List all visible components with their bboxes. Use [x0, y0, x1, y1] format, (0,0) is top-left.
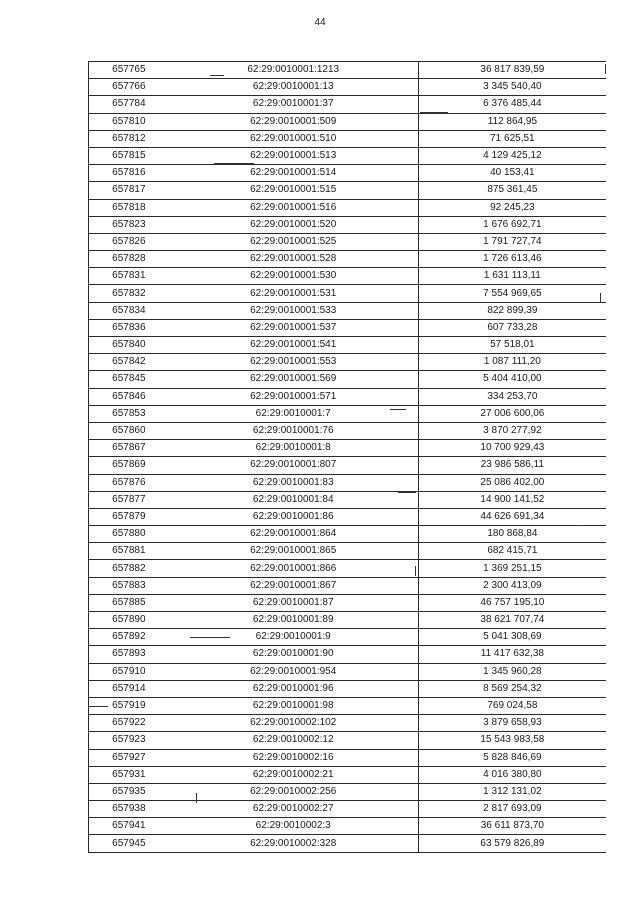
- record-id-cell: 657935: [89, 783, 169, 800]
- record-id-cell: 657938: [89, 801, 169, 818]
- table-row: [89, 646, 607, 663]
- scan-artifact: [420, 112, 448, 113]
- cadastral-number-cell: 62:29:0010001:509: [169, 113, 419, 130]
- record-id-cell: 657931: [89, 766, 169, 783]
- cadastral-value-cell: 2 817 693,09: [418, 801, 606, 818]
- table-row: [89, 371, 607, 388]
- record-id-cell: 657869: [89, 457, 169, 474]
- table-row: [89, 818, 607, 835]
- record-id-cell: 657890: [89, 612, 169, 629]
- scan-artifact: [210, 75, 224, 76]
- cadastral-value-cell: 5 828 846,69: [418, 749, 606, 766]
- table-row: [89, 508, 607, 525]
- table-row: [89, 474, 607, 491]
- table-row: [89, 199, 607, 216]
- table-row: [89, 354, 607, 371]
- scan-artifact: [605, 64, 606, 74]
- cadastral-value-cell: 15 543 983,58: [418, 732, 606, 749]
- cadastral-number-cell: 62:29:0010002:328: [169, 835, 419, 852]
- cadastral-value-cell: 63 579 826,89: [418, 835, 606, 852]
- cadastral-value-cell: 11 417 632,38: [418, 646, 606, 663]
- scan-artifact: [88, 706, 108, 707]
- cadastral-number-cell: 62:29:0010001:515: [169, 182, 419, 199]
- table-row: [89, 165, 607, 182]
- cadastral-value-cell: 1 676 692,71: [418, 216, 606, 233]
- table-row: [89, 801, 607, 818]
- cadastral-number-cell: 62:29:0010001:90: [169, 646, 419, 663]
- record-id-cell: 657885: [89, 594, 169, 611]
- cadastral-number-cell: 62:29:0010001:13: [169, 79, 419, 96]
- cadastral-number-cell: 62:29:0010001:83: [169, 474, 419, 491]
- cadastral-value-cell: 1 345 960,28: [418, 663, 606, 680]
- scan-artifact: [398, 492, 416, 493]
- cadastral-number-cell: 62:29:0010002:16: [169, 749, 419, 766]
- table-row: [89, 182, 607, 199]
- cadastral-value-cell: 1 369 251,15: [418, 560, 606, 577]
- record-id-cell: 657828: [89, 251, 169, 268]
- table-row: [89, 62, 607, 79]
- table-row: [89, 422, 607, 439]
- table-row: [89, 79, 607, 96]
- cadastral-number-cell: 62:29:0010001:96: [169, 680, 419, 697]
- record-id-cell: 657784: [89, 96, 169, 113]
- cadastral-number-cell: 62:29:0010001:513: [169, 147, 419, 164]
- cadastral-number-cell: 62:29:0010001:807: [169, 457, 419, 474]
- cadastral-number-cell: 62:29:0010001:537: [169, 319, 419, 336]
- table-row: [89, 732, 607, 749]
- table-row: [89, 130, 607, 147]
- cadastral-number-cell: 62:29:0010001:866: [169, 560, 419, 577]
- cadastral-number-cell: 62:29:0010001:520: [169, 216, 419, 233]
- record-id-cell: 657812: [89, 130, 169, 147]
- table-row: [89, 233, 607, 250]
- cadastral-value-cell: 3 879 658,93: [418, 715, 606, 732]
- cadastral-value-cell: 4 016 380,80: [418, 766, 606, 783]
- record-id-cell: 657831: [89, 268, 169, 285]
- table-row: [89, 388, 607, 405]
- cadastral-value-cell: 1 087 111,20: [418, 354, 606, 371]
- record-id-cell: 657765: [89, 62, 169, 79]
- table-row: [89, 405, 607, 422]
- record-id-cell: 657880: [89, 526, 169, 543]
- record-id-cell: 657922: [89, 715, 169, 732]
- record-id-cell: 657893: [89, 646, 169, 663]
- cadastral-number-cell: 62:29:0010001:528: [169, 251, 419, 268]
- record-id-cell: 657910: [89, 663, 169, 680]
- cadastral-number-cell: 62:29:0010001:510: [169, 130, 419, 147]
- record-id-cell: 657816: [89, 165, 169, 182]
- record-id-cell: 657892: [89, 629, 169, 646]
- record-id-cell: 657860: [89, 422, 169, 439]
- cadastral-value-cell: 40 153,41: [418, 165, 606, 182]
- cadastral-value-cell: 71 625,51: [418, 130, 606, 147]
- cadastral-number-cell: 62:29:0010001:533: [169, 302, 419, 319]
- record-id-cell: 657877: [89, 491, 169, 508]
- cadastral-number-cell: 62:29:0010001:867: [169, 577, 419, 594]
- table-row: [89, 715, 607, 732]
- record-id-cell: 657818: [89, 199, 169, 216]
- table-row: [89, 302, 607, 319]
- cadastral-value-cell: 822 899,39: [418, 302, 606, 319]
- record-id-cell: 657815: [89, 147, 169, 164]
- table-row: [89, 457, 607, 474]
- record-id-cell: 657881: [89, 543, 169, 560]
- cadastral-value-cell: 44 626 691,34: [418, 508, 606, 525]
- record-id-cell: 657883: [89, 577, 169, 594]
- cadastral-value-cell: 3 345 540,40: [418, 79, 606, 96]
- cadastral-number-cell: 62:29:0010001:954: [169, 663, 419, 680]
- record-id-cell: 657853: [89, 405, 169, 422]
- cadastral-number-cell: 62:29:0010001:530: [169, 268, 419, 285]
- record-id-cell: 657845: [89, 371, 169, 388]
- record-id-cell: 657879: [89, 508, 169, 525]
- table-row: [89, 337, 607, 354]
- record-id-cell: 657842: [89, 354, 169, 371]
- cadastral-number-cell: 62:29:0010001:865: [169, 543, 419, 560]
- table-row: [89, 526, 607, 543]
- cadastral-value-cell: 112 864,95: [418, 113, 606, 130]
- table-row: [89, 766, 607, 783]
- cadastral-number-cell: 62:29:0010001:571: [169, 388, 419, 405]
- cadastral-value-cell: 10 700 929,43: [418, 440, 606, 457]
- record-id-cell: 657876: [89, 474, 169, 491]
- cadastral-number-cell: 62:29:0010001:9: [169, 629, 419, 646]
- table-row: [89, 680, 607, 697]
- scan-artifact: [600, 293, 601, 303]
- record-id-cell: 657810: [89, 113, 169, 130]
- cadastral-value-cell: 4 129 425,12: [418, 147, 606, 164]
- table-row: [89, 594, 607, 611]
- cadastral-number-cell: 62:29:0010001:37: [169, 96, 419, 113]
- record-id-cell: 657867: [89, 440, 169, 457]
- record-id-cell: 657817: [89, 182, 169, 199]
- cadastral-value-table: [88, 61, 606, 853]
- scan-artifact: [190, 637, 230, 638]
- cadastral-value-cell: 7 554 969,65: [418, 285, 606, 302]
- cadastral-number-cell: 62:29:0010001:7: [169, 405, 419, 422]
- cadastral-number-cell: 62:29:0010002:3: [169, 818, 419, 835]
- cadastral-value-cell: 3 870 277,92: [418, 422, 606, 439]
- scan-artifact: [196, 793, 197, 803]
- cadastral-number-cell: 62:29:0010001:89: [169, 612, 419, 629]
- table-row: [89, 491, 607, 508]
- table-row: [89, 749, 607, 766]
- cadastral-number-cell: 62:29:0010001:516: [169, 199, 419, 216]
- cadastral-value-cell: 180 868,84: [418, 526, 606, 543]
- cadastral-value-cell: 46 757 195,10: [418, 594, 606, 611]
- table-row: [89, 216, 607, 233]
- cadastral-number-cell: 62:29:0010001:514: [169, 165, 419, 182]
- table-row: [89, 835, 607, 852]
- cadastral-number-cell: 62:29:0010002:27: [169, 801, 419, 818]
- record-id-cell: 657945: [89, 835, 169, 852]
- cadastral-value-cell: 1 312 131,02: [418, 783, 606, 800]
- cadastral-value-cell: 23 986 586,11: [418, 457, 606, 474]
- scan-artifact: [390, 409, 406, 410]
- table-row: [89, 440, 607, 457]
- record-id-cell: 657826: [89, 233, 169, 250]
- cadastral-value-cell: 682 415,71: [418, 543, 606, 560]
- cadastral-value-cell: 1 631 113,11: [418, 268, 606, 285]
- cadastral-value-cell: 92 245,23: [418, 199, 606, 216]
- table-row: [89, 560, 607, 577]
- cadastral-number-cell: 62:29:0010001:76: [169, 422, 419, 439]
- cadastral-value-cell: 607 733,28: [418, 319, 606, 336]
- cadastral-value-cell: 5 404 410,00: [418, 371, 606, 388]
- table-row: [89, 612, 607, 629]
- record-id-cell: 657834: [89, 302, 169, 319]
- cadastral-value-cell: 6 376 485,44: [418, 96, 606, 113]
- cadastral-number-cell: 62:29:0010001:531: [169, 285, 419, 302]
- table-row: [89, 268, 607, 285]
- table-row: [89, 577, 607, 594]
- record-id-cell: 657919: [89, 697, 169, 714]
- record-id-cell: 657914: [89, 680, 169, 697]
- table-row: [89, 96, 607, 113]
- cadastral-value-cell: 36 817 839,59: [418, 62, 606, 79]
- record-id-cell: 657927: [89, 749, 169, 766]
- cadastral-value-cell: 1 791 727,74: [418, 233, 606, 250]
- cadastral-value-cell: 14 900 141,52: [418, 491, 606, 508]
- table-row: [89, 783, 607, 800]
- record-id-cell: 657882: [89, 560, 169, 577]
- scan-artifact: [570, 525, 590, 526]
- cadastral-value-cell: 38 621 707,74: [418, 612, 606, 629]
- table-row: [89, 147, 607, 164]
- cadastral-value-cell: 57 518,01: [418, 337, 606, 354]
- table-row: [89, 285, 607, 302]
- cadastral-value-cell: 334 253,70: [418, 388, 606, 405]
- cadastral-number-cell: 62:29:0010001:84: [169, 491, 419, 508]
- scan-artifact: [415, 566, 416, 576]
- cadastral-number-cell: 62:29:0010001:553: [169, 354, 419, 371]
- record-id-cell: 657846: [89, 388, 169, 405]
- cadastral-value-cell: 1 726 613,46: [418, 251, 606, 268]
- cadastral-number-cell: 62:29:0010001:525: [169, 233, 419, 250]
- cadastral-number-cell: 62:29:0010002:256: [169, 783, 419, 800]
- cadastral-number-cell: 62:29:0010001:864: [169, 526, 419, 543]
- page-number: 44: [314, 17, 326, 28]
- table-body: [89, 62, 607, 853]
- record-id-cell: 657923: [89, 732, 169, 749]
- cadastral-number-cell: 62:29:0010001:541: [169, 337, 419, 354]
- table-row: [89, 319, 607, 336]
- cadastral-number-cell: 62:29:0010002:12: [169, 732, 419, 749]
- cadastral-number-cell: 62:29:0010001:86: [169, 508, 419, 525]
- table-row: [89, 697, 607, 714]
- table-row: [89, 251, 607, 268]
- cadastral-value-cell: 2 300 413,09: [418, 577, 606, 594]
- cadastral-value-cell: 25 086 402,00: [418, 474, 606, 491]
- cadastral-value-cell: 5 041 308,69: [418, 629, 606, 646]
- record-id-cell: 657832: [89, 285, 169, 302]
- cadastral-value-cell: 769 024,58: [418, 697, 606, 714]
- record-id-cell: 657840: [89, 337, 169, 354]
- cadastral-number-cell: 62:29:0010002:21: [169, 766, 419, 783]
- record-id-cell: 657941: [89, 818, 169, 835]
- cadastral-number-cell: 62:29:0010001:1213: [169, 62, 419, 79]
- cadastral-value-cell: 27 006 600,06: [418, 405, 606, 422]
- cadastral-value-cell: 8 569 254,32: [418, 680, 606, 697]
- cadastral-value-cell: 875 361,45: [418, 182, 606, 199]
- table-row: [89, 629, 607, 646]
- record-id-cell: 657823: [89, 216, 169, 233]
- table-row: [89, 113, 607, 130]
- table-row: [89, 663, 607, 680]
- table-row: [89, 543, 607, 560]
- scan-artifact: [214, 163, 254, 164]
- cadastral-number-cell: 62:29:0010001:569: [169, 371, 419, 388]
- record-id-cell: 657836: [89, 319, 169, 336]
- cadastral-number-cell: 62:29:0010002:102: [169, 715, 419, 732]
- cadastral-value-cell: 36 611 873,70: [418, 818, 606, 835]
- cadastral-number-cell: 62:29:0010001:8: [169, 440, 419, 457]
- cadastral-number-cell: 62:29:0010001:87: [169, 594, 419, 611]
- record-id-cell: 657766: [89, 79, 169, 96]
- cadastral-number-cell: 62:29:0010001:98: [169, 697, 419, 714]
